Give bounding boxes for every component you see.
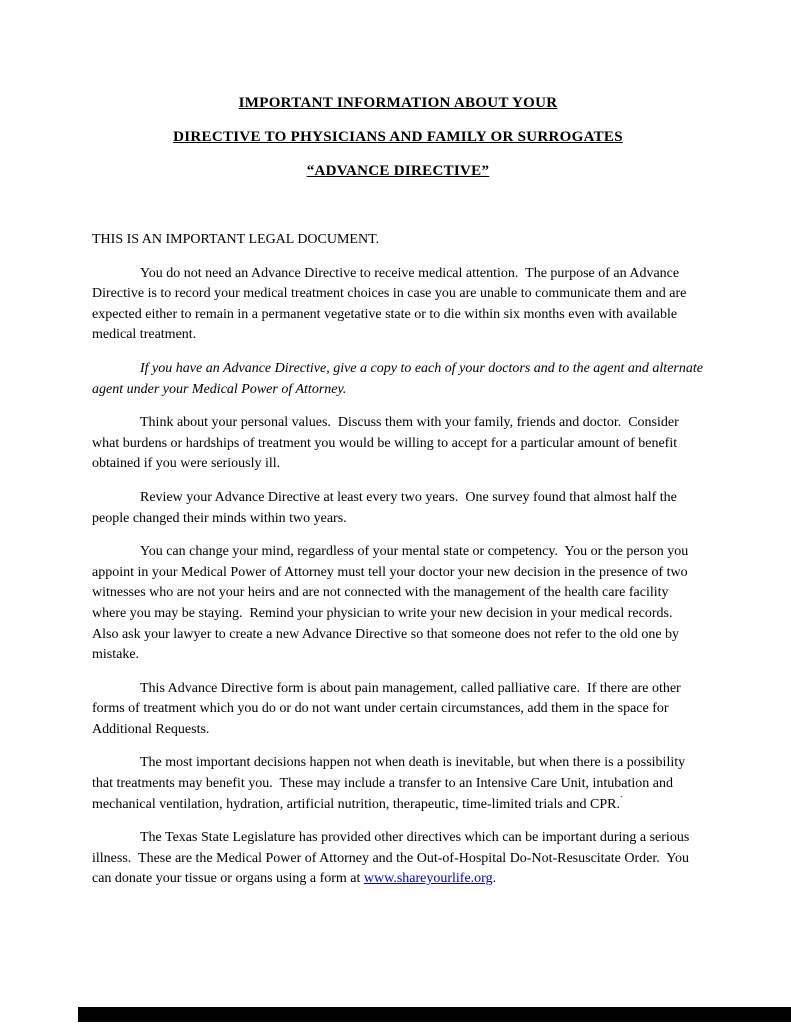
paragraph-palliative-care: This Advance Directive form is about pain management, called palliative care. If there are other forms of treatment which you do or do not want under certain circumstances, add them in the space for Additional Requests. [92, 680, 685, 737]
paragraph-important-decisions-text: The most important decisions happen not when death is inevitable, but when there is a possibility that treatments may benefit you. These may include a transfer to an Intensive Care Unit, intubation and mechanical ventilation, hydration, artificial nutrition, therapeutic, time-limited trials and CPR. [92, 755, 689, 812]
document-title-block [92, 95, 704, 180]
paragraph-change-your-mind: You can change your mind, regardless of your mental state or competency. You or the person you appoint in your Medical Power of Attorney must tell your doctor your new decision in the presence of two witnesses who are not your heirs and are not connected with the management of the health care facility where you may be staying. Remind your physician to write your new decision in your medical records. Also ask your lawyer to create a new Advance Directive so that someone does not refer to the old one by mistake. [92, 544, 692, 663]
sentence-end-period: . [492, 871, 497, 887]
footnote-mark: ˋ [619, 794, 623, 804]
document-content [92, 95, 707, 903]
paragraph-texas-legislature-text: The Texas State Legislature has provided other directives which can be important during a serious illness. These are the Medical Power of Attorney and the Out-of-Hospital Do-Not-Resuscitate Order. You can donate your tissue or organs using a form at [92, 830, 693, 887]
paragraph-important-decisions [92, 753, 704, 815]
title-line-2: DIRECTIVE TO PHYSICIANS AND FAMILY OR SURROGATES [173, 129, 623, 145]
paragraph-texas-legislature [92, 828, 704, 890]
paragraph-review-every-two-years: Review your Advance Directive at least every two years. One survey found that almost half the people changed their minds within two years. [92, 489, 681, 526]
title-line-1: IMPORTANT INFORMATION ABOUT YOUR [238, 95, 558, 111]
paragraph-purpose: You do not need an Advance Directive to receive medical attention. The purpose of an Advance Directive is to record your medical treatment choices in case you are unable to communicate them and are expected either to remain in a permanent vegetative state or to die within six months even with available medical treatment. [92, 265, 690, 343]
title-line-3: “ADVANCE DIRECTIVE” [306, 163, 490, 179]
shareyourlife-link[interactable]: www.shareyourlife.org [363, 871, 493, 887]
legal-document-notice: THIS IS AN IMPORTANT LEGAL DOCUMENT. [92, 232, 380, 247]
scan-artifact-bar [78, 1007, 791, 1022]
paragraph-personal-values: Think about your personal values. Discuss them with your family, friends and doctor. Consider what burdens or hardships of treatment you would be willing to accept for a particular amount of benefit obtained if you were seriously ill. [92, 415, 683, 472]
paragraph-give-copy-italic: If you have an Advance Directive, give a copy to each of your doctors and to the agent and alternate agent under your Medical Power of Attorney. [92, 360, 707, 397]
